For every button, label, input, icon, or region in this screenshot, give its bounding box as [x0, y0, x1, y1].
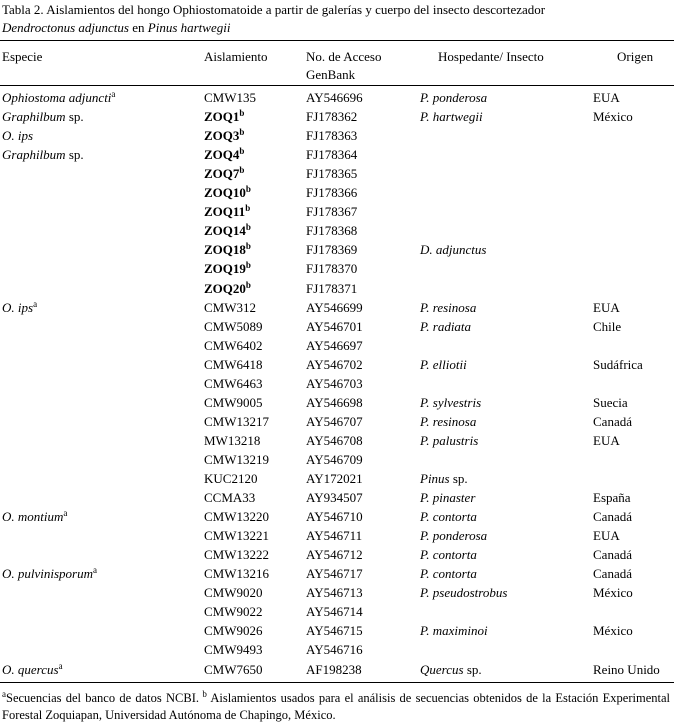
- origen-country: México: [593, 623, 633, 639]
- cell-acceso: [306, 660, 362, 679]
- table-caption: [2, 1, 670, 37]
- aislamiento-id: CMW5089: [204, 318, 263, 334]
- aislamiento-id: CMW13220: [204, 509, 269, 525]
- header-aislamiento: Aislamiento: [204, 49, 268, 64]
- cell-hospedante: [420, 393, 481, 412]
- hospedante-name: P. contorta: [420, 547, 477, 563]
- aislamiento-footnote-marker: b: [239, 108, 245, 119]
- cell-origen: [593, 621, 633, 640]
- cell-origen: [593, 107, 633, 126]
- cell-hospedante: [420, 431, 478, 450]
- genbank-accession: AY546708: [306, 432, 363, 448]
- cell-acceso: [306, 469, 363, 488]
- aislamiento-id: CMW9005: [204, 394, 263, 410]
- genbank-accession: AY934507: [306, 490, 363, 506]
- aislamiento-id: ZOQ3: [204, 128, 240, 144]
- hospedante-name: P. pinaster: [420, 490, 476, 506]
- origen-country: Canadá: [593, 413, 632, 429]
- origen-country: Canadá: [593, 509, 632, 525]
- cell-hospedante: [420, 564, 477, 583]
- cell-acceso: [306, 355, 363, 374]
- cell-acceso: [306, 221, 357, 240]
- cell-origen: [593, 393, 628, 412]
- hospedante-name: P. elliotii: [420, 356, 467, 372]
- cell-hospedante: [420, 660, 482, 679]
- hospedante-suffix: sp.: [449, 471, 468, 486]
- aislamiento-id: CMW312: [204, 299, 256, 315]
- hospedante-name: Pinus: [420, 471, 450, 486]
- cell-acceso: [306, 602, 363, 621]
- aislamiento-id: KUC2120: [204, 471, 258, 486]
- cell-acceso: [306, 107, 357, 126]
- cell-especie: [2, 564, 97, 583]
- origen-country: EUA: [593, 528, 620, 544]
- cell-aislamiento: [204, 488, 255, 507]
- hospedante-name: P. resinosa: [420, 299, 477, 315]
- cell-aislamiento: [204, 564, 269, 583]
- cell-acceso: [306, 202, 357, 221]
- cell-hospedante: [420, 107, 483, 126]
- cell-aislamiento: [204, 507, 269, 526]
- header-acceso-line1: No. de Acceso: [306, 49, 382, 64]
- especie-footnote-marker: a: [33, 298, 38, 309]
- aislamiento-footnote-marker: b: [245, 241, 251, 252]
- hospedante-name: P. hartwegii: [420, 109, 483, 125]
- top-rule: [0, 40, 674, 41]
- cell-aislamiento: [204, 202, 250, 221]
- cell-acceso: [306, 298, 363, 317]
- footnote-text-b: Aislamientos usados para el análisis de secuencias obtenidos de la Estación Experimental Forestal Zoquiapan, Universidad Autónoma de Chapingo, México.: [2, 691, 670, 722]
- cell-acceso: [306, 450, 363, 469]
- aislamiento-footnote-marker: b: [239, 146, 245, 157]
- cell-hospedante: [420, 583, 507, 602]
- hospedante-name: P. palustris: [420, 432, 479, 448]
- cell-origen: [593, 526, 620, 545]
- hospedante-suffix: sp.: [463, 661, 482, 677]
- cell-hospedante: [420, 355, 467, 374]
- caption-connector: en: [128, 20, 148, 35]
- aislamiento-id: CMW13216: [204, 566, 269, 582]
- cell-acceso: [306, 564, 363, 583]
- header-origen: Origen: [617, 49, 654, 64]
- cell-especie: [2, 107, 84, 126]
- genbank-accession: FJ178365: [306, 166, 358, 182]
- cell-aislamiento: [204, 298, 256, 317]
- cell-origen: [593, 545, 632, 564]
- cell-aislamiento: [204, 259, 251, 278]
- cell-aislamiento: [204, 450, 269, 469]
- origen-country: Sudáfrica: [593, 356, 643, 372]
- cell-aislamiento: [204, 126, 244, 145]
- cell-hospedante: [420, 507, 477, 526]
- genbank-accession: FJ178369: [306, 242, 358, 258]
- bottom-rule: [0, 682, 674, 683]
- cell-acceso: [306, 412, 363, 431]
- caption-host: Pinus hartwegii: [147, 20, 231, 35]
- hospedante-name: P. resinosa: [420, 413, 477, 429]
- cell-hospedante: [420, 545, 477, 564]
- cell-origen: [593, 507, 632, 526]
- cell-aislamiento: [204, 88, 256, 107]
- cell-acceso: [306, 526, 362, 545]
- cell-acceso: [306, 374, 363, 393]
- origen-country: Chile: [593, 318, 622, 334]
- especie-name: O. pulvinisporum: [2, 566, 93, 582]
- genbank-accession: AY546707: [306, 413, 363, 429]
- cell-acceso: [306, 88, 363, 107]
- cell-aislamiento: [204, 164, 244, 183]
- especie-name: O. ips: [2, 128, 34, 144]
- especie-name: Graphilbum: [2, 147, 66, 163]
- especie-footnote-marker: a: [111, 89, 116, 99]
- aislamiento-footnote-marker: b: [245, 203, 251, 214]
- especie-suffix: sp.: [65, 109, 84, 125]
- cell-origen: [593, 317, 621, 336]
- cell-acceso: [306, 183, 357, 202]
- cell-acceso: [306, 545, 363, 564]
- origen-country: España: [593, 490, 631, 506]
- aislamiento-id: ZOQ10: [204, 185, 246, 201]
- footnote-marker-a: a: [2, 689, 6, 699]
- aislamiento-id: CMW6402: [204, 337, 263, 353]
- aislamiento-footnote-marker: b: [245, 222, 251, 233]
- origen-country: EUA: [593, 299, 620, 315]
- hospedante-name: D. adjunctus: [420, 242, 487, 258]
- cell-hospedante: [420, 526, 487, 545]
- cell-origen: [593, 355, 643, 374]
- genbank-accession: FJ178367: [306, 204, 358, 220]
- cell-aislamiento: [204, 145, 244, 164]
- origen-country: EUA: [593, 90, 620, 105]
- genbank-accession: AY546713: [306, 585, 363, 601]
- cell-aislamiento: [204, 107, 244, 126]
- aislamiento-id: CMW6418: [204, 356, 263, 372]
- cell-origen: [593, 431, 620, 450]
- header-acceso: [306, 48, 381, 84]
- aislamiento-id: CMW9020: [204, 585, 263, 601]
- genbank-accession: FJ178366: [306, 185, 358, 201]
- especie-name: Ophiostoma adjuncti: [2, 90, 112, 105]
- cell-origen: [593, 583, 633, 602]
- cell-aislamiento: [204, 469, 257, 488]
- genbank-accession: AY546715: [306, 623, 363, 639]
- cell-aislamiento: [204, 412, 269, 431]
- aislamiento-id: ZOQ4: [204, 147, 240, 163]
- aislamiento-footnote-marker: b: [239, 127, 245, 138]
- genbank-accession: AY546702: [306, 356, 363, 372]
- hospedante-name: P. pseudostrobus: [420, 585, 508, 601]
- cell-origen: [593, 660, 660, 679]
- genbank-accession: AY546698: [306, 394, 363, 410]
- cell-hospedante: [420, 412, 476, 431]
- aislamiento-id: ZOQ18: [204, 242, 246, 258]
- header-acceso-line2: GenBank: [306, 67, 356, 82]
- aislamiento-id: CMW7650: [204, 661, 263, 677]
- especie-footnote-marker: a: [58, 660, 63, 671]
- genbank-accession: FJ178371: [306, 280, 358, 296]
- origen-country: Reino Unido: [593, 661, 660, 677]
- header-rule: [0, 85, 674, 86]
- aislamiento-id: CMW6463: [204, 375, 263, 391]
- aislamiento-id: CCMA33: [204, 490, 256, 506]
- cell-acceso: [306, 640, 363, 659]
- cell-hospedante: [420, 298, 476, 317]
- cell-acceso: [306, 164, 357, 183]
- aislamiento-id: CMW9493: [204, 642, 263, 658]
- cell-acceso: [306, 621, 363, 640]
- cell-aislamiento: [204, 240, 251, 259]
- genbank-accession: AY172021: [306, 471, 363, 486]
- cell-especie: [2, 507, 67, 526]
- genbank-accession: AY546711: [306, 528, 363, 544]
- cell-aislamiento: [204, 279, 251, 298]
- cell-origen: [593, 564, 632, 583]
- genbank-accession: FJ178363: [306, 128, 358, 144]
- genbank-accession: FJ178370: [306, 261, 358, 277]
- cell-origen: [593, 412, 632, 431]
- cell-acceso: [306, 145, 357, 164]
- origen-country: México: [593, 585, 633, 601]
- cell-especie: [2, 145, 84, 164]
- cell-aislamiento: [204, 183, 251, 202]
- cell-acceso: [306, 317, 363, 336]
- genbank-accession: AF198238: [306, 661, 362, 677]
- hospedante-name: P. radiata: [420, 318, 472, 334]
- cell-aislamiento: [204, 336, 263, 355]
- genbank-accession: AY546701: [306, 318, 363, 334]
- cell-acceso: [306, 393, 363, 412]
- aislamiento-id: MW13218: [204, 432, 261, 448]
- aislamiento-id: ZOQ19: [204, 261, 246, 277]
- aislamiento-id: CMW13222: [204, 547, 269, 563]
- cell-hospedante: [420, 240, 486, 259]
- cell-aislamiento: [204, 393, 263, 412]
- cell-acceso: [306, 259, 357, 278]
- cell-acceso: [306, 336, 363, 355]
- cell-acceso: [306, 240, 357, 259]
- especie-footnote-marker: a: [63, 508, 68, 519]
- genbank-accession: FJ178362: [306, 109, 358, 125]
- cell-acceso: [306, 583, 363, 602]
- aislamiento-id: CMW135: [204, 90, 256, 105]
- cell-especie: [2, 88, 115, 107]
- cell-hospedante: [420, 88, 487, 107]
- hospedante-name: P. sylvestris: [420, 394, 482, 410]
- footnote-marker-b: b: [198, 689, 207, 699]
- aislamiento-id: ZOQ20: [204, 280, 246, 296]
- cell-hospedante: [420, 469, 468, 488]
- genbank-accession: AY546712: [306, 547, 363, 563]
- especie-name: O. montium: [2, 509, 64, 525]
- cell-aislamiento: [204, 221, 251, 240]
- table-footnote: [2, 690, 670, 724]
- cell-origen: [593, 88, 620, 107]
- especie-footnote-marker: a: [93, 565, 97, 576]
- aislamiento-id: ZOQ1: [204, 109, 240, 125]
- aislamiento-footnote-marker: b: [245, 260, 251, 271]
- hospedante-name: P. ponderosa: [420, 528, 488, 544]
- aislamiento-id: CMW13219: [204, 451, 269, 467]
- cell-aislamiento: [204, 317, 263, 336]
- genbank-accession: AY546709: [306, 451, 363, 467]
- cell-aislamiento: [204, 640, 263, 659]
- hospedante-name: P. contorta: [420, 566, 477, 582]
- cell-aislamiento: [204, 545, 269, 564]
- especie-name: O. quercus: [2, 661, 59, 677]
- aislamiento-id: CMW9026: [204, 623, 263, 639]
- caption-species: Dendroctonus adjunctus: [2, 20, 129, 35]
- genbank-accession: AY546699: [306, 299, 363, 315]
- cell-aislamiento: [204, 431, 260, 450]
- genbank-accession: AY546697: [306, 337, 363, 353]
- hospedante-name: P. ponderosa: [420, 90, 488, 105]
- cell-acceso: [306, 488, 363, 507]
- origen-country: Canadá: [593, 566, 632, 582]
- cell-hospedante: [420, 488, 475, 507]
- genbank-accession: AY546717: [306, 566, 363, 582]
- cell-aislamiento: [204, 526, 269, 545]
- origen-country: Canadá: [593, 547, 632, 563]
- aislamiento-id: CMW13217: [204, 413, 269, 429]
- cell-hospedante: [420, 317, 471, 336]
- genbank-accession: FJ178364: [306, 147, 358, 163]
- aislamiento-id: CMW13221: [204, 528, 269, 544]
- caption-line1: Tabla 2. Aislamientos del hongo Ophiostomatoide a partir de galerías y cuerpo del insecto descortezador: [2, 2, 546, 17]
- origen-country: Suecia: [593, 394, 628, 410]
- header-hospedante: Hospedante/ Insecto: [438, 49, 544, 64]
- hospedante-name: P. maximinoi: [420, 623, 488, 639]
- aislamiento-footnote-marker: b: [245, 184, 251, 195]
- cell-aislamiento: [204, 621, 263, 640]
- cell-especie: [2, 126, 33, 145]
- genbank-accession: AY546696: [306, 90, 363, 105]
- origen-country: México: [593, 109, 633, 125]
- header-especie: Especie: [2, 49, 43, 64]
- aislamiento-footnote-marker: b: [239, 165, 245, 176]
- aislamiento-footnote-marker: b: [245, 279, 251, 290]
- cell-origen: [593, 488, 631, 507]
- genbank-accession: FJ178368: [306, 223, 358, 239]
- genbank-accession: AY546714: [306, 604, 363, 620]
- genbank-accession: AY546703: [306, 375, 363, 391]
- cell-especie: [2, 298, 37, 317]
- cell-aislamiento: [204, 660, 263, 679]
- hospedante-name: P. contorta: [420, 509, 477, 525]
- cell-especie: [2, 660, 63, 679]
- cell-acceso: [306, 507, 363, 526]
- especie-name: Graphilbum: [2, 109, 66, 125]
- especie-name: O. ips: [2, 299, 34, 315]
- aislamiento-id: ZOQ14: [204, 223, 246, 239]
- cell-origen: [593, 298, 620, 317]
- cell-aislamiento: [204, 355, 263, 374]
- aislamiento-id: ZOQ11: [204, 204, 246, 220]
- cell-acceso: [306, 279, 357, 298]
- cell-hospedante: [420, 621, 488, 640]
- aislamiento-id: CMW9022: [204, 604, 263, 620]
- origen-country: EUA: [593, 432, 620, 448]
- cell-aislamiento: [204, 583, 263, 602]
- especie-suffix: sp.: [65, 147, 84, 163]
- footnote-text-a: Secuencias del banco de datos NCBI.: [6, 691, 199, 705]
- cell-aislamiento: [204, 602, 263, 621]
- cell-aislamiento: [204, 374, 263, 393]
- hospedante-name: Quercus: [420, 661, 464, 677]
- genbank-accession: AY546710: [306, 509, 363, 525]
- genbank-accession: AY546716: [306, 642, 363, 658]
- cell-acceso: [306, 126, 357, 145]
- cell-acceso: [306, 431, 363, 450]
- aislamiento-id: ZOQ7: [204, 166, 240, 182]
